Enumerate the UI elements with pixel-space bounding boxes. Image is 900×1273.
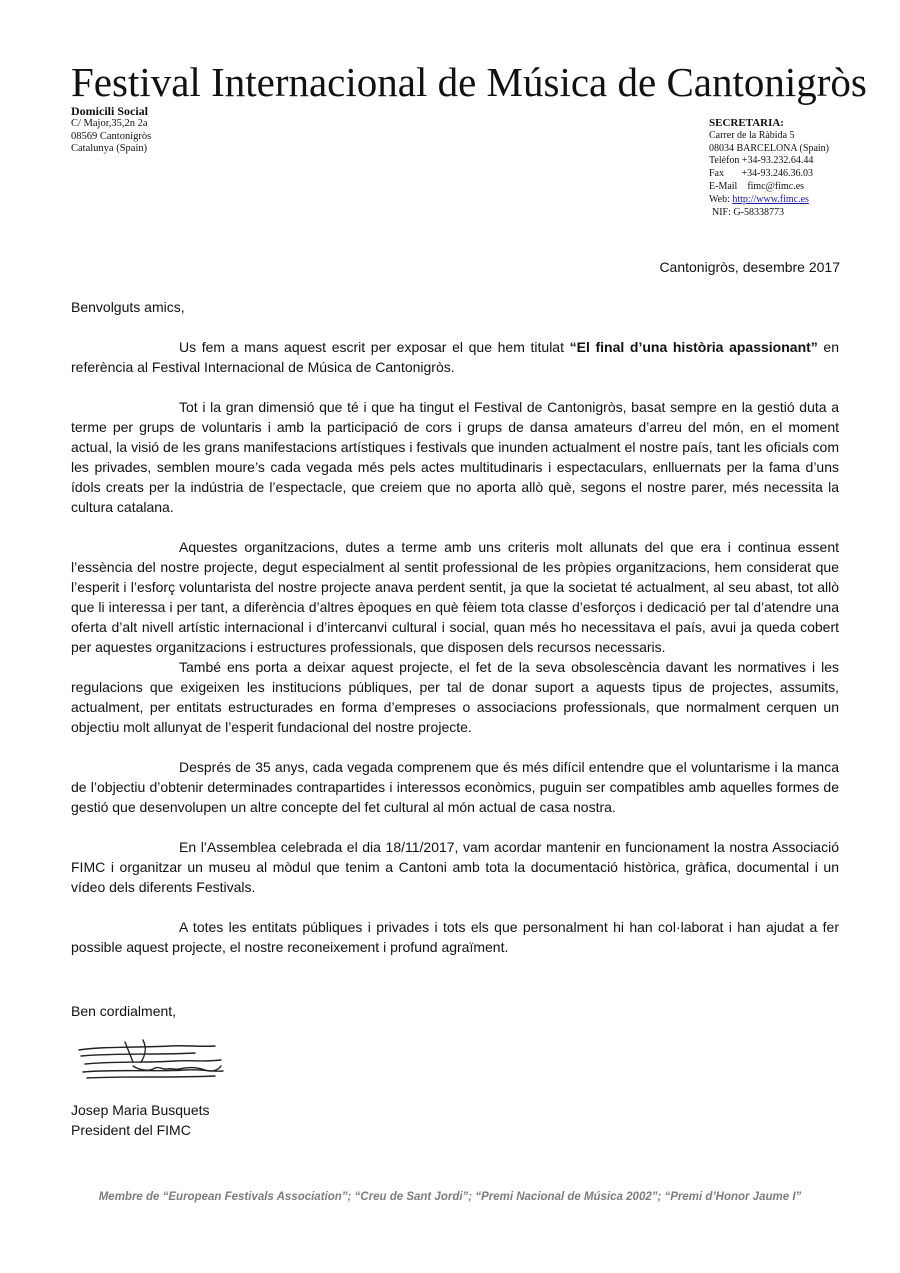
- domicili-label: Domicili Social: [71, 104, 148, 118]
- email-address: fimc@fimc.es: [747, 180, 805, 192]
- email-label: E-Mail: [709, 180, 738, 192]
- footer-memberships: Membre de “European Festivals Association”; “Creu de Sant Jordi”; “Premi Nacional de Música 2002”; “Premi d’Honor Jaume I”: [98, 1191, 802, 1203]
- domicili-line: 08569 Cantonigròs: [71, 130, 152, 142]
- secretaria-city: 08034 BARCELONA (Spain): [709, 142, 829, 154]
- paragraph-text: en referència al Festival Internacional de Música de Cantonigròs.: [71, 339, 839, 375]
- letterhead-title: Festival Internacional de Música de Cantonigròs: [71, 59, 867, 105]
- signer-name: Josep Maria Busquets: [71, 1102, 210, 1118]
- paragraph: Tot i la gran dimensió que té i que ha tingut el Festival de Cantonigròs, basat sempre en la gestió duta a terme per grups de voluntaris i amb la participació de cors i grups de dansa amateurs d’arreu del món, en el moment actual, la visió de les grans manifestacions artístiques i festivals que inunden actualment el nostre país, tant les oficials com les privades, semblen moure’s cada vegada més pels actes multitudinaris i espectaculars, enlluernats per la fama d’uns ídols creats per la indústria de l’espectacle, que creiem que no aporta allò què, segons el nostre parer, més necessita la cultura catalana.: [71, 399, 839, 515]
- signer-block: [71, 1100, 210, 1140]
- letter-body: [71, 337, 839, 957]
- paragraph: [71, 337, 839, 377]
- secretaria-block: [709, 117, 829, 219]
- paragraph: També ens porta a deixar aquest projecte, el fet de la seva obsolescència davant les normatives i les regulacions que exigeixen les institucions públiques, per tal de donar suport a aquests tipus de projectes, assumits, actualment, per entitats estructurades en forma d’empreses o associacions professionals, que normalment cerquen un objectiu molt allunyat de l’esperit fundacional del nostre projecte.: [71, 659, 839, 735]
- paragraph: En l’Assemblea celebrada el dia 18/11/2017, vam acordar mantenir en funcionament la nostra Associació FIMC i organitzar un museu al mòdul que tenim a Cantoni amb tota la documentació històrica, gràfica, documental i un vídeo dels diferents Festivals.: [71, 839, 839, 895]
- nif-line: NIF: G-58338773: [712, 206, 784, 218]
- closing: Ben cordialment,: [71, 1003, 177, 1019]
- secretaria-label: SECRETARIA:: [709, 117, 784, 129]
- website-link[interactable]: http://www.fimc.es: [732, 193, 809, 205]
- paragraph: A totes les entitats públiques i privades i tots els que personalment hi han col·laborat i han ajudat a fer possible aquest projecte, el nostre reconeixement i profund agraïment.: [71, 919, 839, 955]
- signer-title: President del FIMC: [71, 1122, 191, 1138]
- paragraph-text: Us fem a mans aquest escrit per exposar el que hem titulat: [179, 339, 570, 355]
- handwritten-signature: [75, 1036, 225, 1084]
- phone-number: +34-93.232.64.44: [741, 155, 814, 167]
- domicili-line: Catalunya (Spain): [71, 143, 148, 154]
- greeting: Benvolguts amics,: [71, 299, 185, 315]
- secretaria-address: Carrer de la Ràbida 5: [709, 129, 795, 141]
- email-line: [709, 181, 829, 194]
- letter-date: Cantonigròs, desembre 2017: [659, 259, 840, 275]
- letter-heading-quote: “El final d’una història apassionant”: [569, 339, 818, 355]
- fax-label: Fax: [709, 168, 724, 180]
- paragraph: Aquestes organitzacions, dutes a terme amb uns criteris molt allunats del que era i continua essent l’essència del nostre projecte, degut especialment al sentit professional de les pròpies organitzacions, hem considerat que l’esperit i l’esforç voluntarista del nostre projecte anava perdent sentit, ja que la societat té actualment, al seu abast, tot allò que li interessa i per tant, a diferència d’altres èpoques en què fèiem tota classe d’esforços i dedicació per tal d’atendre una oferta d’alt nivell artístic internacional i d’intercanvi cultural i social, quan més ho necessitava el país, avui ja queda cobert per aquestes organitzacions i estructures professionals, que disposen dels recursos necessaris.: [71, 539, 839, 655]
- phone-label: Telèfon: [709, 155, 740, 167]
- domicili-social-block: [71, 104, 151, 156]
- fax-line: [709, 168, 829, 181]
- phone-line: [709, 155, 829, 168]
- web-line: [709, 194, 829, 207]
- domicili-line: C/ Major,35,2n 2a: [71, 118, 148, 129]
- paragraph: Després de 35 anys, cada vegada comprenem que és més difícil entendre que el voluntarisme i la manca de l’objectiu d’obtenir determinades contrapartides i interessos econòmics, puguin ser compatibles amb aquelles formes de gestió que desenvolupen un altre concepte del fet cultural al món actual de casa nostra.: [71, 759, 839, 815]
- web-label: Web:: [709, 193, 730, 205]
- fax-number: +34-93.246.36.03: [741, 168, 813, 180]
